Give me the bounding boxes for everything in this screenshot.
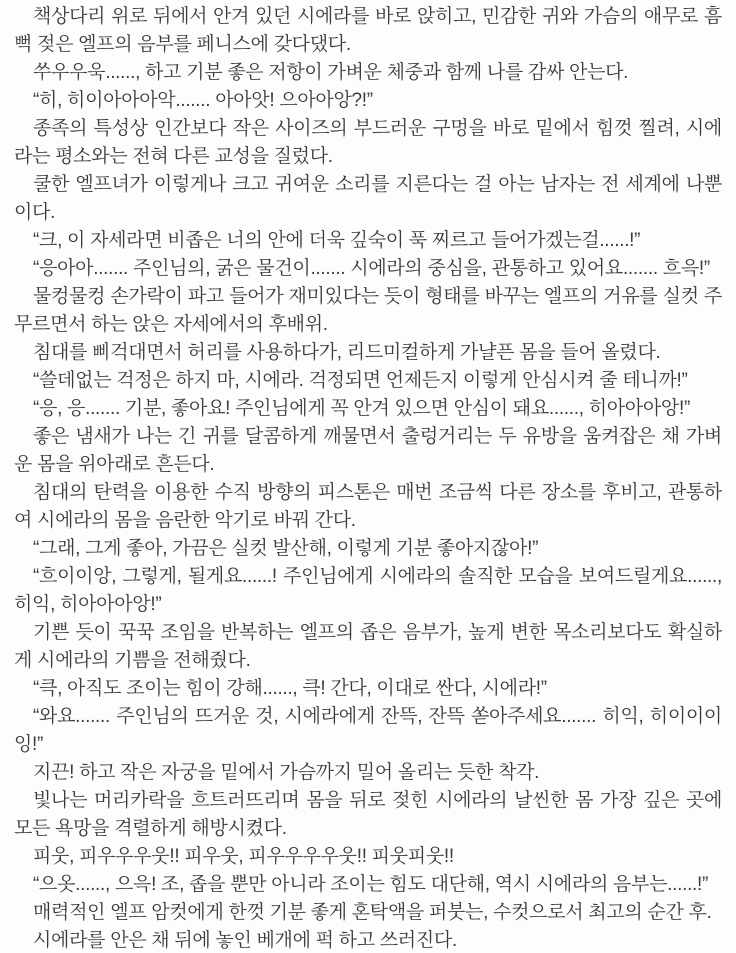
paragraph: “응, 응....... 기분, 좋아요! 주인님에게 꼭 안겨 있으면 안심이 돼요......, 히아아아앙!” [33,398,690,419]
paragraph: 종족의 특성상 인간보다 작은 사이즈의 부드러운 구멍을 바로 밑에서 힘껏 찔려, 시에라는 평소와는 전혀 다른 교성을 질렀다. [14,118,722,167]
paragraph: “응아아....... 주인님의, 굵은 물건이....... 시에라의 중심을, 관통하고 있어요....... 흐윽!” [33,258,710,279]
paragraph: 피웃, 피우우우웃!! 피우웃, 피우우우우웃!! 피웃피웃!! [33,846,454,867]
paragraph: 지끈! 하고 작은 자궁을 밑에서 가슴까지 밀어 올리는 듯한 착각. [33,762,540,783]
paragraph: “흐이이앙, 그렇게, 될게요......! 주인님에게 시에라의 솔직한 모습을 보여드릴게요......, 히익, 히아아아앙!” [14,566,722,615]
paragraph: “으옷......, 으윽! 조, 좁을 뿐만 아니라 조이는 힘도 대단해, 역시 시에라의 음부는......!” [33,874,709,895]
paragraph: 빛나는 머리카락을 흐트러뜨리며 몸을 뒤로 젖힌 시에라의 날씬한 몸 가장 깊은 곳에 모든 욕망을 격렬하게 해방시켰다. [14,790,722,839]
paragraph: “쓸데없는 걱정은 하지 마, 시에라. 걱정되면 언제든지 이렇게 안심시켜 줄 테니까!” [33,370,688,391]
paragraph: 쑤우우욱......, 하고 기분 좋은 저항이 가벼운 체중과 함께 나를 감싸 안는다. [33,62,629,83]
novel-text-content [14,3,722,953]
paragraph: “큭, 아직도 조이는 힘이 강해......, 큭! 간다, 이대로 싼다, 시에라!” [33,678,547,699]
paragraph: 기쁜 듯이 꾹꾹 조임을 반복하는 엘프의 좁은 음부가, 높게 변한 목소리보다도 확실하게 시에라의 기쁨을 전해줬다. [14,622,722,671]
paragraph: “그래, 그게 좋아, 가끔은 실컷 발산해, 이렇게 기분 좋아지잖아!” [33,538,539,559]
paragraph: 침대의 탄력을 이용한 수직 방향의 피스톤은 매번 조금씩 다른 장소를 후비고, 관통하여 시에라의 몸을 음란한 악기로 바꿔 간다. [14,482,722,531]
paragraph: 물컹물컹 손가락이 파고 들어가 재미있다는 듯이 형태를 바꾸는 엘프의 거유를 실컷 주무르면서 하는 앉은 자세에서의 후배위. [14,286,722,335]
paragraph: 침대를 삐걱대면서 허리를 사용하다가, 리드미컬하게 가냘픈 몸을 들어 올렸다. [33,342,661,363]
paragraph: 책상다리 위로 뒤에서 안겨 있던 시에라를 바로 앉히고, 민감한 귀와 가슴의 애무로 흠뻑 젖은 엘프의 음부를 페니스에 갖다댔다. [14,6,722,55]
paragraph: “와요....... 주인님의 뜨거운 것, 시에라에게 잔뜩, 잔뜩 쏟아주세요....... 히익, 히이이이잉!” [14,706,722,755]
paragraph: 좋은 냄새가 나는 긴 귀를 달콤하게 깨물면서 출렁거리는 두 유방을 움켜잡은 채 가벼운 몸을 위아래로 흔든다. [14,426,722,475]
paragraph: 시에라를 안은 채 뒤에 놓인 베개에 퍽 하고 쓰러진다. [33,930,457,951]
paragraph: “히, 히이아아아악....... 아아앗! 으아아앙?!” [33,90,373,111]
paragraph: 매력적인 엘프 암컷에게 한껏 기분 좋게 혼탁액을 퍼붓는, 수컷으로서 최고의 순간 후. [33,902,712,923]
paragraph: 쿨한 엘프녀가 이렇게나 크고 귀여운 소리를 지른다는 걸 아는 남자는 전 세계에 나뿐이다. [14,174,722,223]
paragraph: “크, 이 자세라면 비좁은 너의 안에 더욱 깊숙이 푹 찌르고 들어가겠는걸......!” [33,230,641,251]
